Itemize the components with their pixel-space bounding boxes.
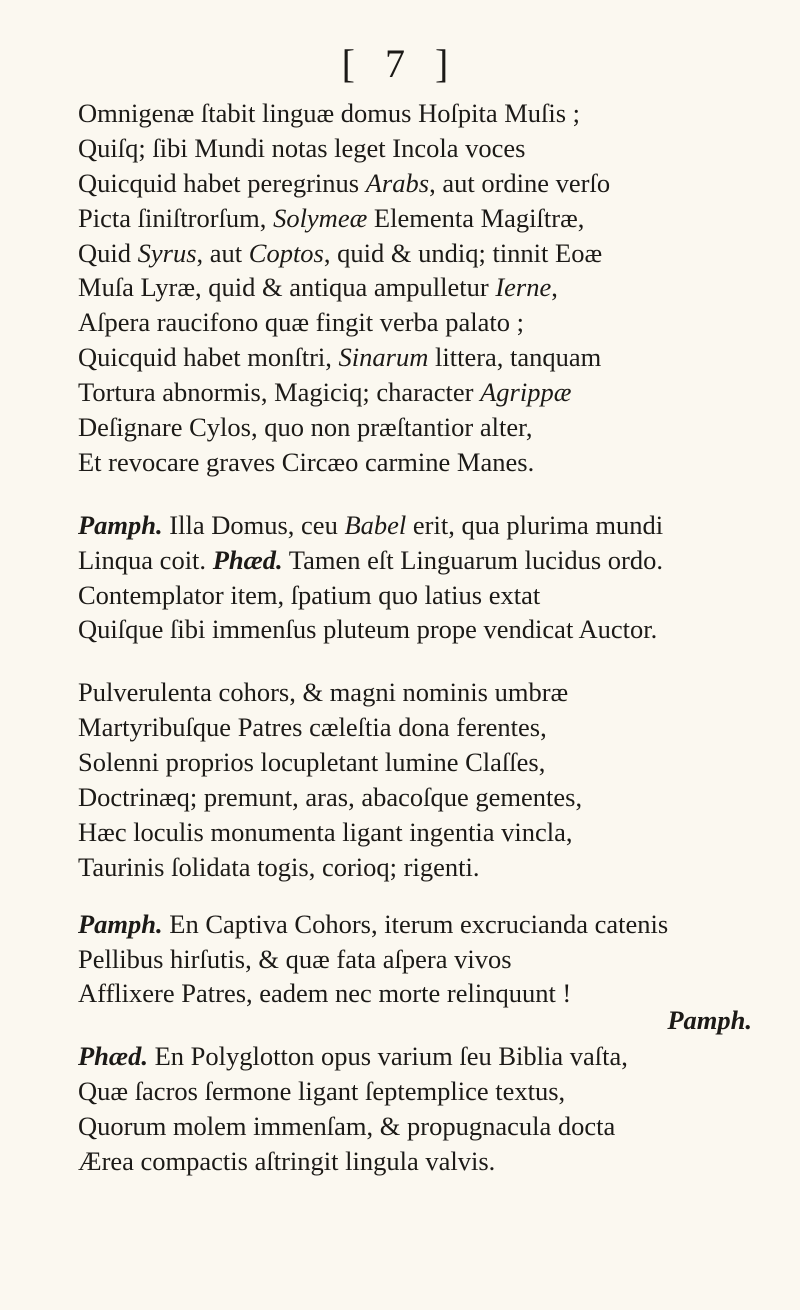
verse-line: Quicquid habet peregrinus Arabs, aut ordine verſo (78, 167, 611, 198)
verse-line: Martyribuſque Patres cæleſtia dona ferentes, (78, 712, 547, 743)
speaker-name: Phæd. (212, 544, 283, 575)
verse-line: Quid Syrus, aut Coptos, quid & undiq; tinnit Eoæ (78, 237, 603, 268)
verse-line: Hæc loculis monumenta ligant ingentia vincla, (78, 816, 573, 847)
page-number: [ 7 ] (341, 41, 459, 86)
verse-line: Linqua coit. Phæd. Tamen eſt Linguarum lucidus ordo. (78, 544, 663, 575)
stanza (78, 1039, 778, 1179)
stanza (78, 675, 778, 884)
verse-line: Picta ſiniſtrorſum, Solymeæ Elementa Magiſtræ, (78, 202, 585, 233)
catchword: Pamph. (667, 1005, 752, 1035)
verse-line: Quorum molem immenſam, & propugnacula docta (78, 1111, 616, 1142)
verse-line: Ærea compactis aſtringit lingula valvis. (78, 1146, 496, 1177)
stanza-gap (78, 647, 778, 675)
italic-name: Syrus (137, 237, 197, 268)
verse-line: Taurinis ſolidata togis, corioq; rigenti. (78, 851, 480, 882)
stanza (78, 508, 778, 648)
speaker-name: Phæd. (78, 1041, 148, 1072)
verse-line: Doctrinæq; premunt, aras, abacoſque gementes, (78, 782, 583, 813)
verse-line: Contemplator item, ſpatium quo latius extat (78, 579, 541, 610)
italic-name: Solymeæ (273, 202, 368, 233)
verse-line: Et revocare graves Circæo carmine Manes. (78, 446, 535, 477)
italic-name: Sinarum (338, 342, 429, 373)
verse-line: Deſignare Cylos, quo non præſtantior alter, (78, 412, 533, 443)
verse-line: Quæ ſacros ſermone ligant ſeptemplice textus, (78, 1076, 566, 1107)
stanza-gap (78, 480, 778, 508)
italic-name: Agrippæ (480, 377, 572, 408)
verse-line: Pamph. Illa Domus, ceu Babel erit, qua plurima mundi (78, 509, 664, 540)
italic-name: Ierne (495, 272, 552, 303)
verse-line: Quiſq; ſibi Mundi notas leget Incola voces (78, 132, 526, 163)
verse-line: Quiſque ſibi immenſus pluteum prope vendicat Auctor. (78, 614, 658, 645)
verse-line: Pamph. En Captiva Cohors, iterum excrucianda catenis (78, 908, 669, 939)
italic-name: Coptos (248, 237, 324, 268)
verse-line: Afflixere Patres, eadem nec morte relinquunt ! (78, 978, 572, 1009)
stanza (78, 96, 778, 480)
verse-line: Aſpera raucifono quæ fingit verba palato ; (78, 307, 524, 338)
speaker-name: Pamph. (78, 908, 163, 939)
stanza (78, 907, 778, 1012)
verse-line: Muſa Lyræ, quid & antiqua ampulletur Ierne, (78, 272, 558, 303)
verse-line: Phæd. En Polyglotton opus varium ſeu Biblia vaſta, (78, 1041, 628, 1072)
verse-line: Tortura abnormis, Magiciq; character Agrippæ (78, 377, 572, 408)
verse-line: Solenni proprios locupletant lumine Claſſes, (78, 747, 546, 778)
italic-name: Arabs (365, 167, 430, 198)
speaker-name: Pamph. (78, 509, 163, 540)
verse-line: Quicquid habet monſtri, Sinarum littera, tanquam (78, 342, 602, 373)
stanza-gap (78, 885, 778, 907)
verse-line: Pulverulenta cohors, & magni nominis umbræ (78, 677, 569, 708)
italic-name: Babel (344, 509, 407, 540)
verse-line: Omnigenæ ſtabit linguæ domus Hoſpita Muſis ; (78, 98, 581, 128)
verse-line: Pellibus hirſutis, & quæ fata aſpera vivos (78, 943, 512, 974)
